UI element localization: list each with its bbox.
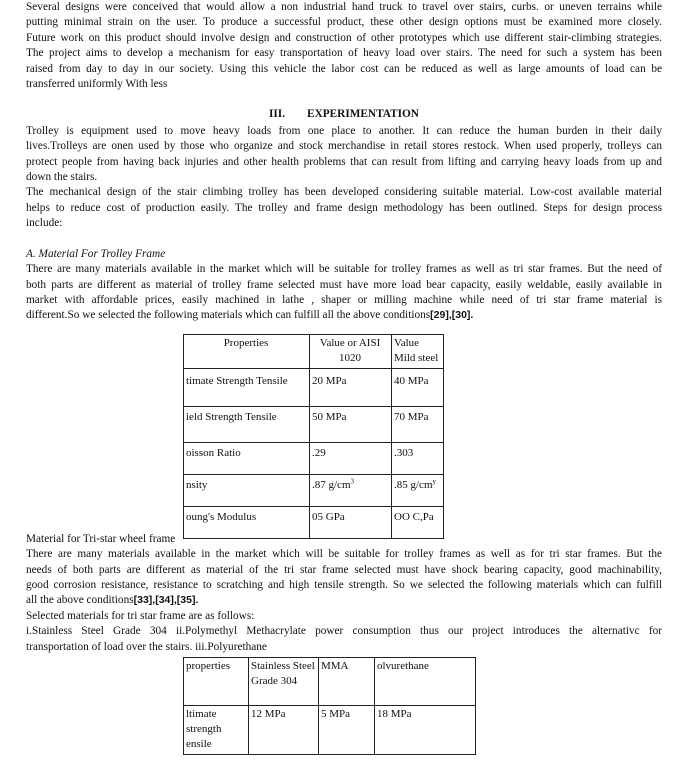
text-line: market with affordable prices, easily machined in lathe , shaper or milling machine while need of tri star frame material is [26, 293, 662, 306]
table-cell: oung's Modulus [184, 507, 310, 539]
paragraph-trolley-frame [26, 262, 662, 324]
table-row [184, 475, 444, 507]
table-cell: 05 GPa [310, 507, 392, 539]
text-line: helps to reduce cost of production easily. The trolley and frame design methodology has been outlined. Steps for design process [26, 201, 662, 214]
table-cell: 70 MPa [392, 407, 444, 443]
section-number: III. [269, 108, 286, 121]
table-cell: OO C,Pa [392, 507, 444, 539]
table-cell: ltimate strength ensile [184, 706, 249, 755]
text-line [26, 308, 662, 323]
table-cell: 20 MPa [310, 369, 392, 407]
text-line: Several designs were conceived that would allow a non industrial hand truck to travel over stairs, curbs. or uneven terrains while [26, 1, 662, 13]
text-run: different.So we selected the following materials which can fulfill all the above conditions [26, 309, 431, 322]
table-cell [392, 475, 444, 507]
table-cell [310, 475, 392, 507]
table-cell: timate Strength Tensile [184, 369, 310, 407]
table-row [184, 369, 444, 407]
table-cell: 18 MPa [375, 706, 476, 755]
table-header-cell: Value or AISI 1020 [310, 335, 392, 369]
text-line: The mechanical design of the stair climbing trolley has been developed considering suitable material. Low-cost available material [26, 186, 662, 199]
text-line: include: [26, 217, 63, 230]
table-header-row [184, 658, 476, 706]
table-cell: 5 MPa [319, 706, 375, 755]
table-row [184, 407, 444, 443]
table-cell: 40 MPa [392, 369, 444, 407]
text-line: raised from day to day in our society. Using this vehicle the labor cost can be reduced as well as large amounts of load can be [26, 62, 662, 75]
tristar-material-table [183, 657, 476, 755]
table-cell: nsity [184, 475, 310, 507]
paragraph-mechanical-design [26, 185, 662, 231]
text-line [26, 593, 662, 608]
text-line: transferred uniformly With less [26, 78, 168, 91]
superscript: 3 [350, 477, 354, 486]
text-line: protect people from having back injuries and other health problems that can result from lifting and carrying heavy loads from up and [26, 155, 662, 168]
section-title: EXPERIMENTATION [307, 108, 419, 121]
paragraph-tristar [26, 547, 662, 609]
table-cell: .29 [310, 443, 392, 475]
cell-text: .85 g/cm [394, 479, 433, 491]
superscript: y [432, 477, 436, 486]
text-line: lives.Trolleys are onen used by those who organize and stock merchandise in retail stores restock. When used properly, trolleys can [26, 140, 662, 153]
cell-text: .87 g/cm [312, 479, 351, 491]
table-header-row [184, 335, 444, 369]
text-line: both parts are different as material of trolley frame selected must have more load bear capacity, easily weldable, easily available in [26, 278, 662, 291]
text-line: Trolley is equipment used to move heavy loads from one place to another. It can reduce the human burden in their daily [26, 124, 662, 137]
text-line: putting minimal strain on the user. To produce a successful product, these other design options must be examined more closely. [26, 16, 662, 29]
table-header-cell: MMA [319, 658, 375, 706]
table-cell: .303 [392, 443, 444, 475]
table-header-cell: Properties [184, 335, 310, 369]
table-header-cell: Value Mild steel [392, 335, 444, 369]
text-line: There are many materials available in the market which will be suitable for trolley frames as well as for tri star frames. But the [26, 548, 662, 561]
paragraph-trolley [26, 124, 662, 186]
table-row [184, 706, 476, 755]
intro-paragraph [26, 0, 662, 92]
table-header-cell: Stainless Steel Grade 304 [249, 658, 319, 706]
table-header-cell: properties [184, 658, 249, 706]
table-header-cell: olvurethane [375, 658, 476, 706]
table-row [184, 507, 444, 539]
text-line: Selected materials for tri star frame are as follows: [26, 609, 255, 622]
table-cell: 50 MPa [310, 407, 392, 443]
text-line: The project aims to develop a mechanism for easy transportation of heavy load over stairs. The need for such a system has been [26, 47, 662, 60]
text-line: Future work on this product should involve design and construction of other prototypes which use different stair-climbing strategies. [26, 31, 662, 44]
table-row [184, 443, 444, 475]
table-cell: oisson Ratio [184, 443, 310, 475]
text-line: needs of both parts are different as material of the tri star frame selected must have shock bearing capacity, good machinability, [26, 563, 662, 576]
subsection-heading: A. Material For Trolley Frame [26, 247, 166, 260]
paragraph-selected-materials [26, 624, 662, 655]
trolley-frame-material-table [183, 334, 444, 539]
text-line: good corrosion resistance, resistance to scratching and high tensile strength. So we selected the following materials which can fulfill [26, 578, 662, 591]
citation-refs: [33],[34],[35]. [133, 594, 199, 607]
text-line: down the stairs. [26, 171, 98, 184]
text-line: i.Stainless Steel Grade 304 ii.Polymethyl Methacrylate power consumption thus our project introduces the alternativc for [26, 625, 662, 638]
table-cell: 12 MPa [249, 706, 319, 755]
subsection-label: Material for Tri-star wheel frame [26, 532, 176, 545]
table-cell: ield Strength Tensile [184, 407, 310, 443]
text-line: There are many materials available in the market which will be suitable for trolley frames as well as tri star frames. But the need of [26, 263, 662, 276]
citation-refs: [29],[30]. [430, 309, 474, 322]
text-line: transportation of load over the stairs. iii.Polyurethane [26, 640, 267, 653]
section-heading [26, 107, 662, 122]
paper-page [26, 0, 662, 655]
text-run: all the above conditions [26, 594, 134, 607]
